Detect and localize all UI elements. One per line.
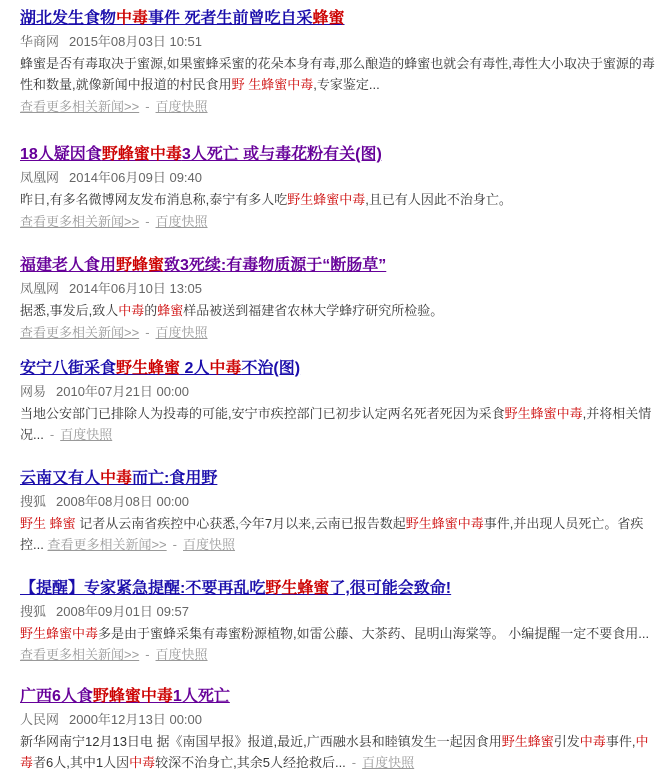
- baidu-snapshot-link[interactable]: 百度快照: [155, 99, 208, 114]
- result-source: 搜狐: [20, 494, 47, 509]
- result-item: [20, 358, 660, 445]
- more-news-link[interactable]: 查看更多相关新闻>>: [20, 325, 140, 340]
- result-summary-text: 野生 蜂蜜 记者从云南省疾控中心获悉,今年7月以来,云南已报告数起野生蜂蜜中毒事件,并出现人员死亡。省疾控...: [20, 516, 644, 552]
- result-item: [20, 686, 660, 773]
- highlighted-keyword: 野生蜂蜜中毒: [504, 406, 583, 421]
- result-summary: [20, 53, 660, 95]
- result-item: [20, 8, 660, 117]
- result-summary-text: 昨日,有多名微博网友发布消息称,泰宁有多人吃野生蜂蜜中毒,且已有人因此不治身亡。: [20, 192, 512, 207]
- highlighted-keyword: 野蜂蜜: [116, 257, 165, 274]
- highlighted-keyword: 野蜂蜜中毒: [92, 688, 173, 705]
- highlighted-keyword: 野生蜂蜜中毒: [20, 626, 99, 641]
- highlighted-keyword: 中毒: [100, 470, 133, 487]
- highlighted-keyword: 蜂蜜: [312, 10, 345, 27]
- result-source: 搜狐: [20, 604, 47, 619]
- result-title-link[interactable]: 云南又有人中毒而亡:食用野: [20, 470, 218, 487]
- highlighted-keyword: 野生蜂蜜中毒: [287, 192, 366, 207]
- highlighted-keyword: 野生蜂蜜: [265, 580, 330, 597]
- highlighted-keyword: 中毒: [129, 755, 156, 770]
- result-title-link[interactable]: 安宁八街采食野生蜂蜜 2人中毒不治(图): [20, 360, 301, 377]
- result-summary-text: 据悉,事发后,致人中毒的蜂蜜样品被送到福建省农林大学蜂疗研究所检验。: [20, 303, 444, 318]
- more-news-link[interactable]: 查看更多相关新闻>>: [20, 99, 140, 114]
- result-summary-text: 当地公安部门已排除人为投毒的可能,安宁市疾控部门已初步认定两名死者死因为采食野生蜂蜜中毒,并将相关情况...: [20, 406, 652, 442]
- result-date: 2014年06月10日 13:05: [69, 281, 202, 296]
- highlighted-keyword: 中毒: [579, 734, 606, 749]
- result-meta: [20, 279, 660, 299]
- result-summary-text: 蜂蜜是否有毒取决于蜜源,如果蜜蜂采蜜的花朵本身有毒,那么酿造的蜂蜜也就会有毒性,毒性大小取决于蜜源的毒性和数量,就像新闻中报道的村民食用野 生蜂蜜中毒,专家鉴定...: [20, 56, 655, 92]
- highlighted-keyword: 蜂蜜: [157, 303, 184, 318]
- more-news-link[interactable]: 查看更多相关新闻>>: [47, 537, 167, 552]
- result-source: 人民网: [20, 712, 60, 727]
- link-separator: -: [172, 537, 177, 552]
- result-source: 网易: [20, 384, 47, 399]
- result-meta: [20, 710, 660, 730]
- baidu-snapshot-link[interactable]: 百度快照: [155, 325, 208, 340]
- result-date: 2010年07月21日 00:00: [56, 384, 189, 399]
- result-meta: [20, 602, 660, 622]
- baidu-snapshot-link[interactable]: 百度快照: [155, 214, 208, 229]
- highlighted-keyword: 野生 蜂蜜: [20, 516, 76, 531]
- result-source: 凤凰网: [20, 281, 60, 296]
- highlighted-keyword: 野生蜂蜜: [501, 734, 554, 749]
- result-meta: [20, 32, 660, 52]
- result-summary: [20, 623, 660, 665]
- result-item: [20, 468, 660, 555]
- highlighted-keyword: 中毒: [118, 303, 145, 318]
- link-separator: -: [145, 325, 150, 340]
- result-title-link[interactable]: 湖北发生食物中毒事件 死者生前曾吃自采蜂蜜: [20, 10, 345, 27]
- result-meta: [20, 382, 660, 402]
- result-summary: [20, 513, 660, 555]
- more-news-link[interactable]: 查看更多相关新闻>>: [20, 214, 140, 229]
- result-summary: [20, 189, 660, 210]
- result-date: 2015年08月03日 10:51: [69, 34, 202, 49]
- result-meta: [20, 492, 660, 512]
- highlighted-keyword: 野生蜂蜜: [116, 360, 181, 377]
- result-date: 2008年09月01日 09:57: [56, 604, 189, 619]
- result-title-link[interactable]: 福建老人食用野蜂蜜致3死续:有毒物质源于“断肠草”: [20, 257, 387, 274]
- baidu-snapshot-link[interactable]: 百度快照: [183, 537, 236, 552]
- result-source: 凤凰网: [20, 170, 60, 185]
- link-separator: -: [145, 214, 150, 229]
- result-meta: [20, 168, 660, 188]
- result-item: [20, 144, 660, 232]
- result-date: 2014年06月09日 09:40: [69, 170, 202, 185]
- result-item: [20, 255, 660, 343]
- result-title-link[interactable]: 18人疑因食野蜂蜜中毒3人死亡 或与毒花粉有关(图): [20, 146, 382, 163]
- baidu-snapshot-link[interactable]: 百度快照: [60, 427, 113, 442]
- result-summary: [20, 403, 660, 445]
- link-separator: -: [145, 647, 150, 662]
- result-title-link[interactable]: 【提醒】专家紧急提醒:不要再乱吃野生蜂蜜了,很可能会致命!: [20, 580, 452, 597]
- highlighted-keyword: 野 生蜂蜜中毒: [231, 77, 314, 92]
- result-date: 2008年08月08日 00:00: [56, 494, 189, 509]
- result-summary-text: 野生蜂蜜中毒多是由于蜜蜂采集有毒蜜粉源植物,如雷公藤、大茶药、昆明山海棠等。 小编提醒一定不要食用...: [20, 626, 650, 641]
- result-source: 华商网: [20, 34, 60, 49]
- highlighted-keyword: 中毒: [209, 360, 242, 377]
- highlighted-keyword: 中毒: [116, 10, 149, 27]
- result-links: [20, 322, 660, 343]
- result-summary-text: 新华网南宁12月13日电 据《南国早报》报道,最近,广西融水县和睦镇发生一起因食用野生蜂蜜引发中毒事件,中毒者6人,其中1人因中毒较深不治身亡,其余5人经抢救后...: [20, 734, 649, 770]
- highlighted-keyword: 中毒: [20, 734, 649, 770]
- result-summary: [20, 731, 660, 773]
- highlighted-keyword: 野蜂蜜中毒: [101, 146, 182, 163]
- link-separator: -: [145, 99, 150, 114]
- result-links: [20, 96, 660, 117]
- baidu-snapshot-link[interactable]: 百度快照: [362, 755, 415, 770]
- highlighted-keyword: 野生蜂蜜中毒: [405, 516, 484, 531]
- result-links: [20, 211, 660, 232]
- link-separator: -: [351, 755, 357, 770]
- link-separator: -: [49, 427, 55, 442]
- result-title-link[interactable]: 广西6人食野蜂蜜中毒1人死亡: [20, 688, 230, 705]
- more-news-link[interactable]: 查看更多相关新闻>>: [20, 647, 140, 662]
- result-summary: [20, 300, 660, 321]
- baidu-snapshot-link[interactable]: 百度快照: [155, 647, 208, 662]
- result-item: [20, 578, 660, 665]
- result-date: 2000年12月13日 00:00: [69, 712, 202, 727]
